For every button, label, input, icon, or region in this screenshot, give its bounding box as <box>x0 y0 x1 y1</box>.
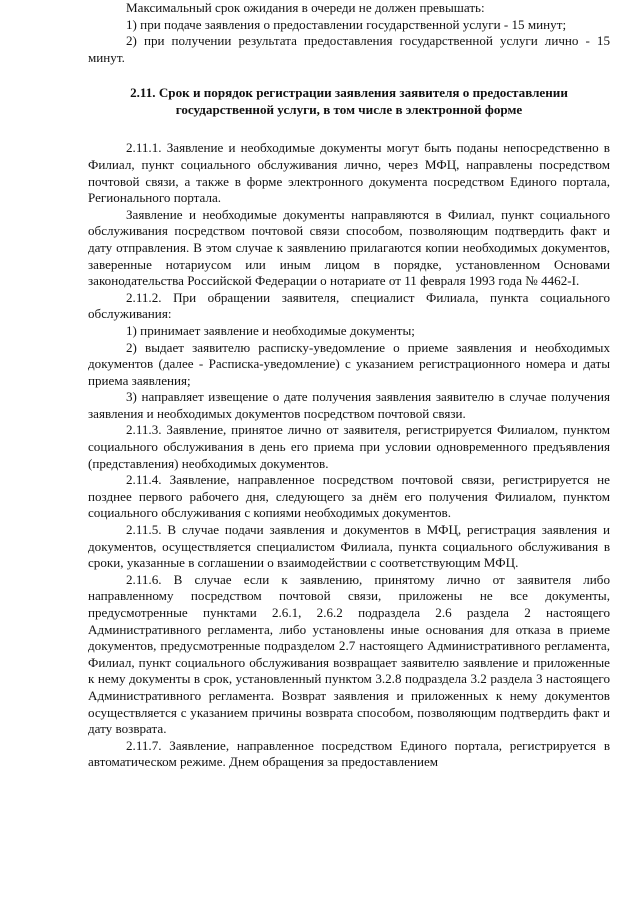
wait-item-2: 2) при получении результата предоставления государственной услуги лично - 15 минут. <box>88 33 610 65</box>
paragraph-2-11-3: 2.11.3. Заявление, принятое лично от заявителя, регистрируется Филиалом, пунктом социального обслуживания в день его приема при условии одновременного предъявления (представления) необходимых документов. <box>88 422 610 471</box>
section-heading: 2.11. Срок и порядок регистрации заявления заявителя о предоставлении государственной услуги, в том числе в электронной форме <box>130 85 568 118</box>
paragraph-2-11-4: 2.11.4. Заявление, направленное посредством почтовой связи, регистрируется не позднее первого рабочего дня, следующего за днём его получения Филиалом, пунктом социального обслуживания с копиями необходимых документов. <box>88 472 610 521</box>
paragraph-2-11-6: 2.11.6. В случае если к заявлению, принятому лично от заявителя либо направленному посредством почтовой связи, приложены не все документы, предусмотренные пунктами 2.6.1, 2.6.2 подраздела 2.6 раздела 2 настоящего Административного регламента, либо установлены иные основания для отказа в приеме документов, предусмотренные подразделом 2.7 настоящего Административного регламента, Филиал, пункт социального обслуживания возвращает заявителю заявление и приложенные к нему документы в срок, установленный пунктом 3.2.8 подраздела 3.2 раздела 3 настоящего Административного регламента. Возврат заявления и приложенных к нему документов осуществляется с указанием причины возврата способом, позволяющим подтвердить факт и дату возврата. <box>88 571 610 737</box>
paragraph-2-11-1: 2.11.1. Заявление и необходимые документы могут быть поданы непосредственно в Филиал, пункт социального обслуживания лично, через МФЦ, направлены посредством почтовой связи, а также в форме электронного документа посредством Единого портала, Регионального портала. <box>88 140 610 206</box>
list-item-3: 3) направляет извещение о дате получения заявления заявителю в случае получения заявления и необходимых документов посредством почтовой связи. <box>88 389 610 421</box>
paragraph-2-11-7: 2.11.7. Заявление, направленное посредством Единого портала, регистрируется в автоматическом режиме. Днем обращения за предоставлением <box>88 737 610 770</box>
list-item-2: 2) выдает заявителю расписку-уведомление о приеме заявления и необходимых документов (далее - Расписка-уведомление) с указанием регистрационного номера и даты приема заявления; <box>88 339 610 388</box>
wait-title: Максимальный срок ожидания в очереди не должен превышать: <box>126 0 485 15</box>
wait-item-1: 1) при подаче заявления о предоставлении государственной услуги - 15 минут; <box>126 16 567 32</box>
paragraph-mail-submission: Заявление и необходимые документы направляются в Филиал, пункт социального обслуживания посредством почтовой связи способом, позволяющим подтвердить факт и дату отправления. В этом случае к заявлению прилагаются копии необходимых документов, заверенные нотариусом или иным лицом в порядке, установленном Основами законодательства Российской Федерации о нотариате от 11 февраля 1993 года № 4462-I. <box>88 206 610 289</box>
paragraph-2-11-5: 2.11.5. В случае подачи заявления и документов в МФЦ, регистрация заявления и документов, осуществляется специалистом Филиала, пункта социального обслуживания в сроки, указанные в соглашении о взаимодействии с соответствующим МФЦ. <box>88 522 610 571</box>
list-item-1: 1) принимает заявление и необходимые документы; <box>126 322 415 338</box>
paragraph-2-11-2: 2.11.2. При обращении заявителя, специалист Филиала, пункта социального обслуживания: <box>88 289 610 322</box>
